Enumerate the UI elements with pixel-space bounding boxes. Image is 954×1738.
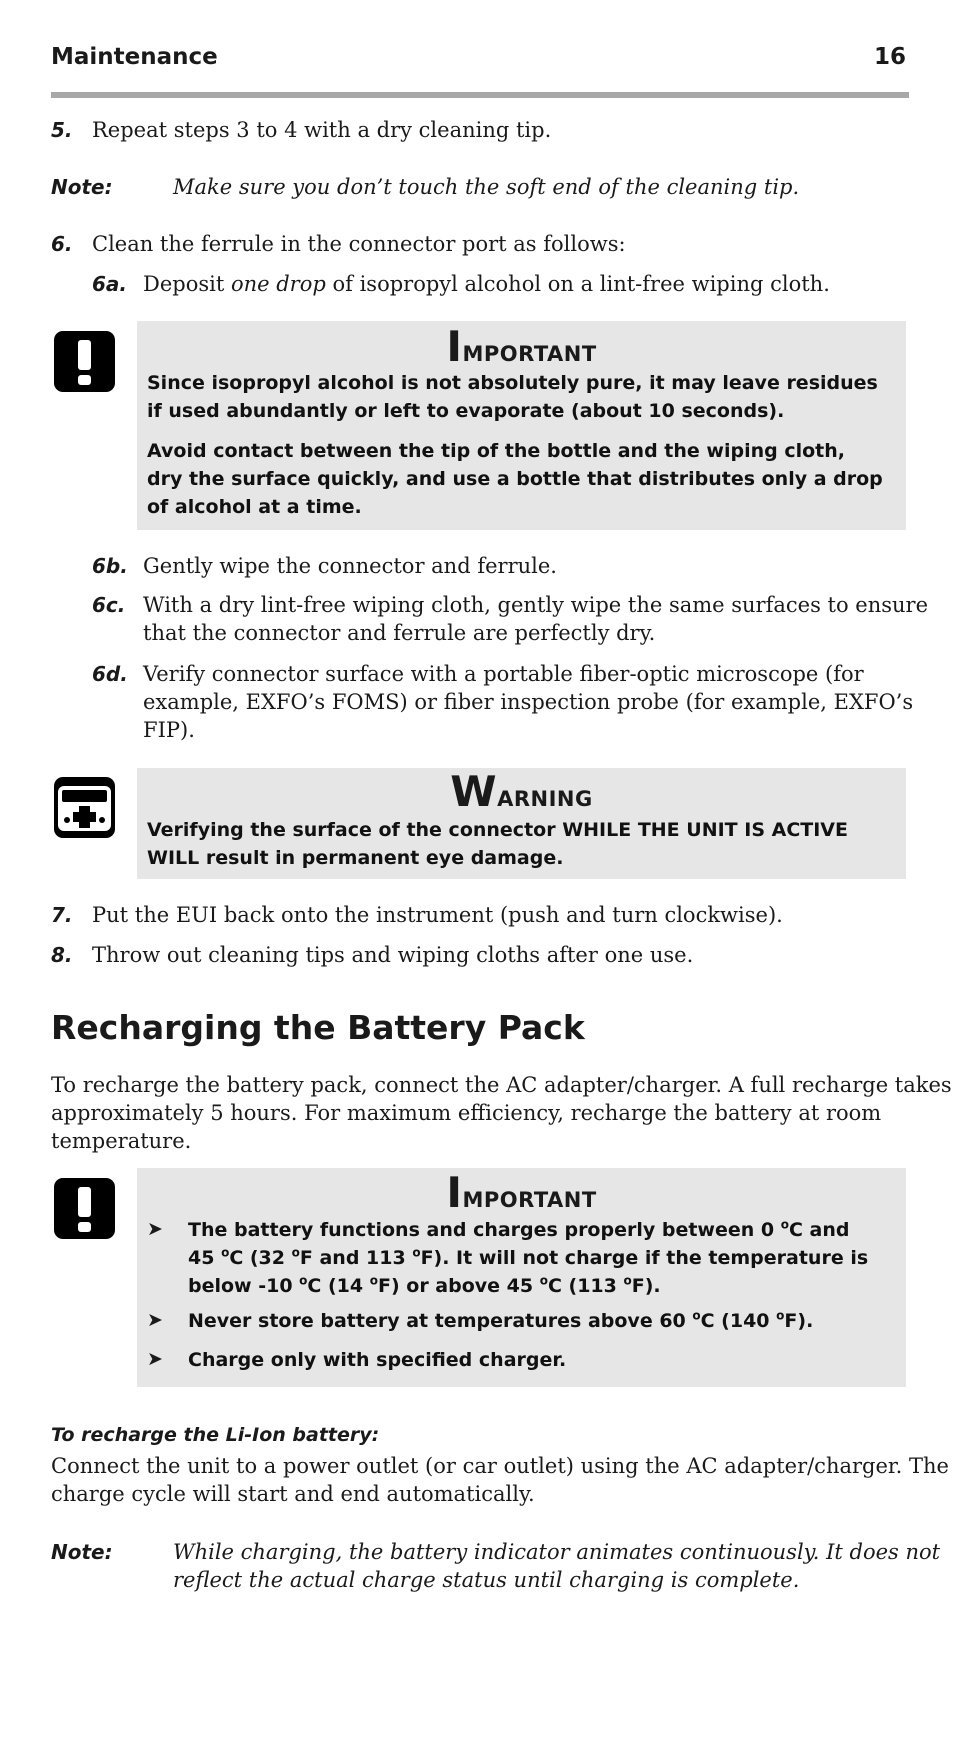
text-fragment: Deposit xyxy=(143,272,231,296)
text-fragment: F). xyxy=(631,1275,661,1297)
step-text: Clean the ferrule in the connector port as follows: xyxy=(92,232,626,256)
text-line: While charging, the battery indicator animates continuously. It does not xyxy=(173,1540,941,1564)
substep-number: 6d. xyxy=(92,662,128,686)
text-line: Avoid contact between the tip of the bottle and the wiping cloth, xyxy=(147,440,845,462)
text-line: Since isopropyl alcohol is not absolutely pure, it may leave residues xyxy=(147,372,878,394)
text-fragment: F). xyxy=(784,1310,814,1332)
text-line: dry the surface quickly, and use a bottle that distributes only a drop xyxy=(147,468,883,490)
text-line: Verify connector surface with a portable fiber-optic microscope (for xyxy=(143,662,864,686)
note-label: Note: xyxy=(51,1540,113,1564)
box-paragraph xyxy=(147,816,848,872)
ambulance-icon xyxy=(53,776,116,839)
degree-sign: o xyxy=(291,1245,300,1260)
page-number: 16 xyxy=(873,44,906,70)
substep-text xyxy=(143,660,913,744)
text-fragment: The battery functions and charges properly between 0 xyxy=(188,1219,781,1241)
bullet-arrow-icon: ➤ xyxy=(147,1348,163,1370)
bullet-arrow-icon: ➤ xyxy=(147,1309,163,1331)
bullet-text xyxy=(188,1307,813,1335)
degree-sign: o xyxy=(221,1245,230,1260)
title-rest: mportant xyxy=(462,1180,597,1215)
step-number: 7. xyxy=(51,903,73,927)
text-line: example, EXFO’s FOMS) or fiber inspection probe (for example, EXFO’s xyxy=(143,690,914,714)
substep-text xyxy=(143,270,830,298)
header-rule xyxy=(51,92,909,98)
text-fragment: C (32 xyxy=(229,1247,292,1269)
title-initial: I xyxy=(446,1168,463,1217)
step-number: 6. xyxy=(51,232,73,256)
text-line: if used abundantly or left to evaporate (about 10 seconds). xyxy=(147,400,785,422)
step-text: Throw out cleaning tips and wiping cloths after one use. xyxy=(92,943,694,967)
warning-box xyxy=(137,768,906,879)
text-line: that the connector and ferrule are perfectly dry. xyxy=(143,621,656,645)
text-line: To recharge the battery pack, connect the AC adapter/charger. A full recharge takes xyxy=(51,1073,952,1097)
text-fragment: Never store battery at temperatures above 60 xyxy=(188,1310,693,1332)
step-number: 8. xyxy=(51,943,73,967)
text-fragment: below -10 xyxy=(188,1275,300,1297)
text-line xyxy=(188,1216,868,1244)
text-line: WILL result in permanent eye damage. xyxy=(147,847,564,869)
text-line: of alcohol at a time. xyxy=(147,496,362,518)
degree-sign: o xyxy=(299,1273,308,1288)
procedure-text xyxy=(51,1452,949,1508)
step-text: Repeat steps 3 to 4 with a dry cleaning tip. xyxy=(92,118,552,142)
substep-number: 6a. xyxy=(92,272,128,296)
title-rest: mportant xyxy=(462,334,597,369)
text-line: FIP). xyxy=(143,718,195,742)
bullet-text: Charge only with specified charger. xyxy=(188,1349,567,1371)
degree-sign: o xyxy=(692,1308,701,1323)
title-initial: W xyxy=(450,767,498,816)
text-fragment: of isopropyl alcohol on a lint-free wiping cloth. xyxy=(325,272,830,296)
bullet-text xyxy=(188,1216,868,1300)
page-header xyxy=(51,44,906,74)
text-line: charge cycle will start and end automatically. xyxy=(51,1482,535,1506)
title-rest: arning xyxy=(497,779,593,814)
important-box xyxy=(137,1168,906,1387)
title-initial: I xyxy=(446,322,463,371)
text-fragment: 45 xyxy=(188,1247,222,1269)
note-label: Note: xyxy=(51,175,113,199)
text-line xyxy=(188,1272,868,1300)
procedure-title: To recharge the Li-Ion battery: xyxy=(51,1424,380,1446)
degree-sign: o xyxy=(369,1273,378,1288)
text-fragment: C (140 xyxy=(700,1310,777,1332)
substep-number: 6b. xyxy=(92,554,128,578)
substep-number: 6c. xyxy=(92,593,126,617)
text-fragment: F and 113 xyxy=(299,1247,413,1269)
exclamation-icon xyxy=(53,330,116,393)
step-number: 5. xyxy=(51,118,73,142)
degree-sign: o xyxy=(780,1217,789,1232)
note-text xyxy=(173,1538,940,1594)
text-fragment: F) or above 45 xyxy=(377,1275,540,1297)
text-fragment: C (14 xyxy=(307,1275,370,1297)
box-title xyxy=(137,768,906,821)
substep-text: Gently wipe the connector and ferrule. xyxy=(143,554,557,578)
text-line: reflect the actual charge status until charging is complete. xyxy=(173,1568,800,1592)
text-fragment: F). It will not charge if the temperature is xyxy=(420,1247,869,1269)
text-line: approximately 5 hours. For maximum efficiency, recharge the battery at room xyxy=(51,1101,882,1125)
text-line: temperature. xyxy=(51,1129,192,1153)
text-line: Connect the unit to a power outlet (or car outlet) using the AC adapter/charger. The xyxy=(51,1454,949,1478)
box-paragraph xyxy=(147,437,883,521)
important-box xyxy=(137,321,906,530)
note-text: Make sure you don’t touch the soft end of the cleaning tip. xyxy=(173,175,800,199)
section-title: Maintenance xyxy=(51,44,218,70)
emphasis-text: one drop xyxy=(230,272,326,296)
degree-sign: o xyxy=(623,1273,632,1288)
text-line: Verifying the surface of the connector WHILE THE UNIT IS ACTIVE xyxy=(147,819,848,841)
section-heading: Recharging the Battery Pack xyxy=(51,1008,585,1047)
box-title xyxy=(137,1168,906,1223)
bullet-arrow-icon: ➤ xyxy=(147,1218,163,1240)
section-intro xyxy=(51,1071,952,1155)
text-line: With a dry lint-free wiping cloth, gently wipe the same surfaces to ensure xyxy=(143,593,929,617)
step-text: Put the EUI back onto the instrument (push and turn clockwise). xyxy=(92,903,783,927)
degree-sign: o xyxy=(539,1273,548,1288)
text-fragment: C and xyxy=(788,1219,850,1241)
substep-text xyxy=(143,591,928,647)
degree-sign: o xyxy=(412,1245,421,1260)
text-line xyxy=(188,1244,868,1272)
box-paragraph xyxy=(147,369,878,425)
degree-sign: o xyxy=(776,1308,785,1323)
exclamation-icon xyxy=(53,1177,116,1240)
text-fragment: C (113 xyxy=(547,1275,624,1297)
